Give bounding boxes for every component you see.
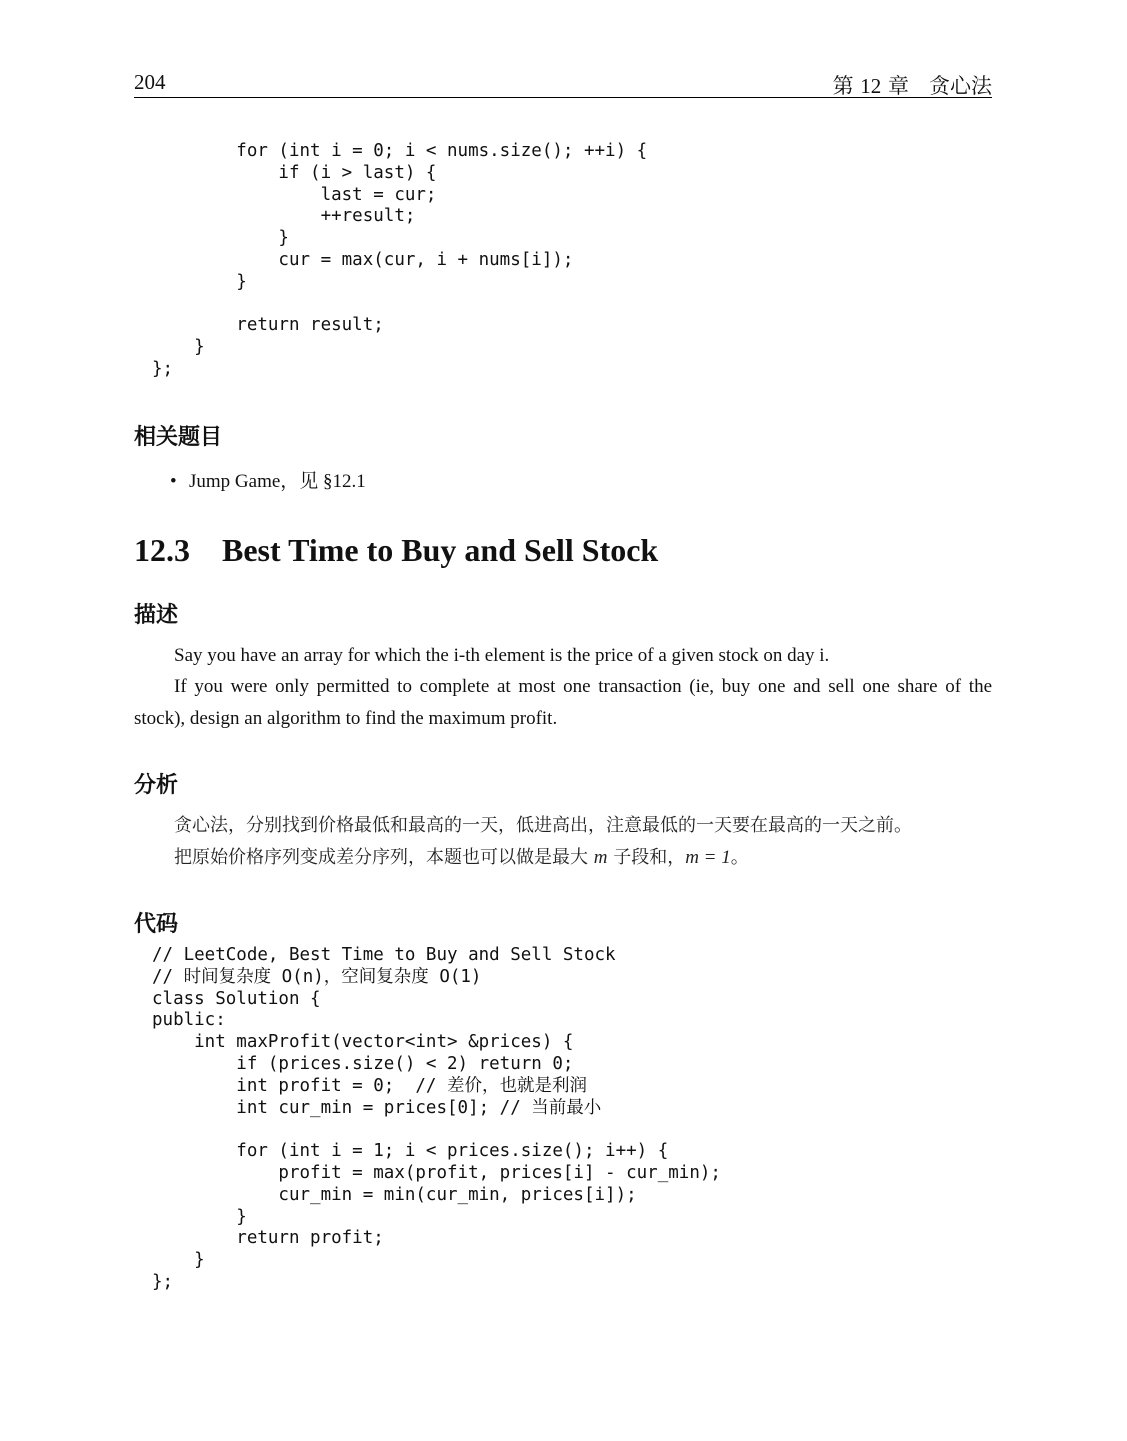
- page-header: [134, 66, 992, 98]
- math-equation: m = 1: [685, 847, 731, 868]
- running-head: [833, 70, 992, 100]
- chapter-title: 贪心法: [929, 74, 992, 98]
- related-item-label: Jump Game，见 §12.1: [189, 471, 366, 492]
- description-para-2-line-1: If you were only permitted to complete at most one transaction (ie, buy one and sell one share of the: [174, 676, 992, 697]
- analysis-line-2-end: 。: [730, 847, 749, 868]
- code-block-max-profit: // LeetCode, Best Time to Buy and Sell Stock // 时间复杂度 O(n)，空间复杂度 O(1) class Solution { public: int maxProfit(vector<int> &prices) { if (prices.size() < 2) return 0; int profit = 0; // 差价，也就是利润 int cur_min = prices[0]; // 当前最小 for (int i = 1; i < prices.size(); i++) { profit = max(profit, prices[i] - cur_min); cur_min = min(cur_min, prices[i]); } return profit; } };: [152, 945, 721, 1292]
- description-para-1: Say you have an array for which the i-th element is the price of a given stock on day i.: [174, 645, 830, 666]
- related-item[interactable]: [170, 466, 366, 493]
- page-number: 204: [134, 70, 166, 94]
- section-title-text: Best Time to Buy and Sell Stock: [222, 532, 659, 568]
- section-number: 12.3: [134, 532, 190, 568]
- code-block-jump-game-end: for (int i = 0; i < nums.size(); ++i) { if (i > last) { last = cur; ++result; } cur = max(cur, i + nums[i]); } return result; } };: [152, 141, 648, 379]
- analysis-heading: 分析: [134, 773, 179, 798]
- description-heading: 描述: [134, 603, 179, 628]
- description-para-2-line-2: stock), design an algorithm to find the maximum profit.: [134, 708, 558, 729]
- analysis-line-1: 贪心法，分别找到价格最低和最高的一天，低进高出，注意最低的一天要在最高的一天之前。: [174, 815, 912, 836]
- code-heading: 代码: [134, 912, 179, 937]
- analysis-line-2-prefix: 把原始价格序列变成差分序列，本题也可以做是最大: [174, 847, 588, 868]
- related-heading: 相关题目: [134, 425, 223, 450]
- section-title: [134, 532, 658, 569]
- chapter-prefix: 第: [832, 74, 854, 98]
- analysis-line-2-mid: 子段和，: [613, 847, 686, 868]
- chapter-suffix: 章: [887, 74, 909, 98]
- related-list: [170, 466, 366, 493]
- math-m: m: [593, 847, 608, 868]
- analysis-line-2: [174, 842, 749, 874]
- chapter-number: 12: [860, 74, 882, 98]
